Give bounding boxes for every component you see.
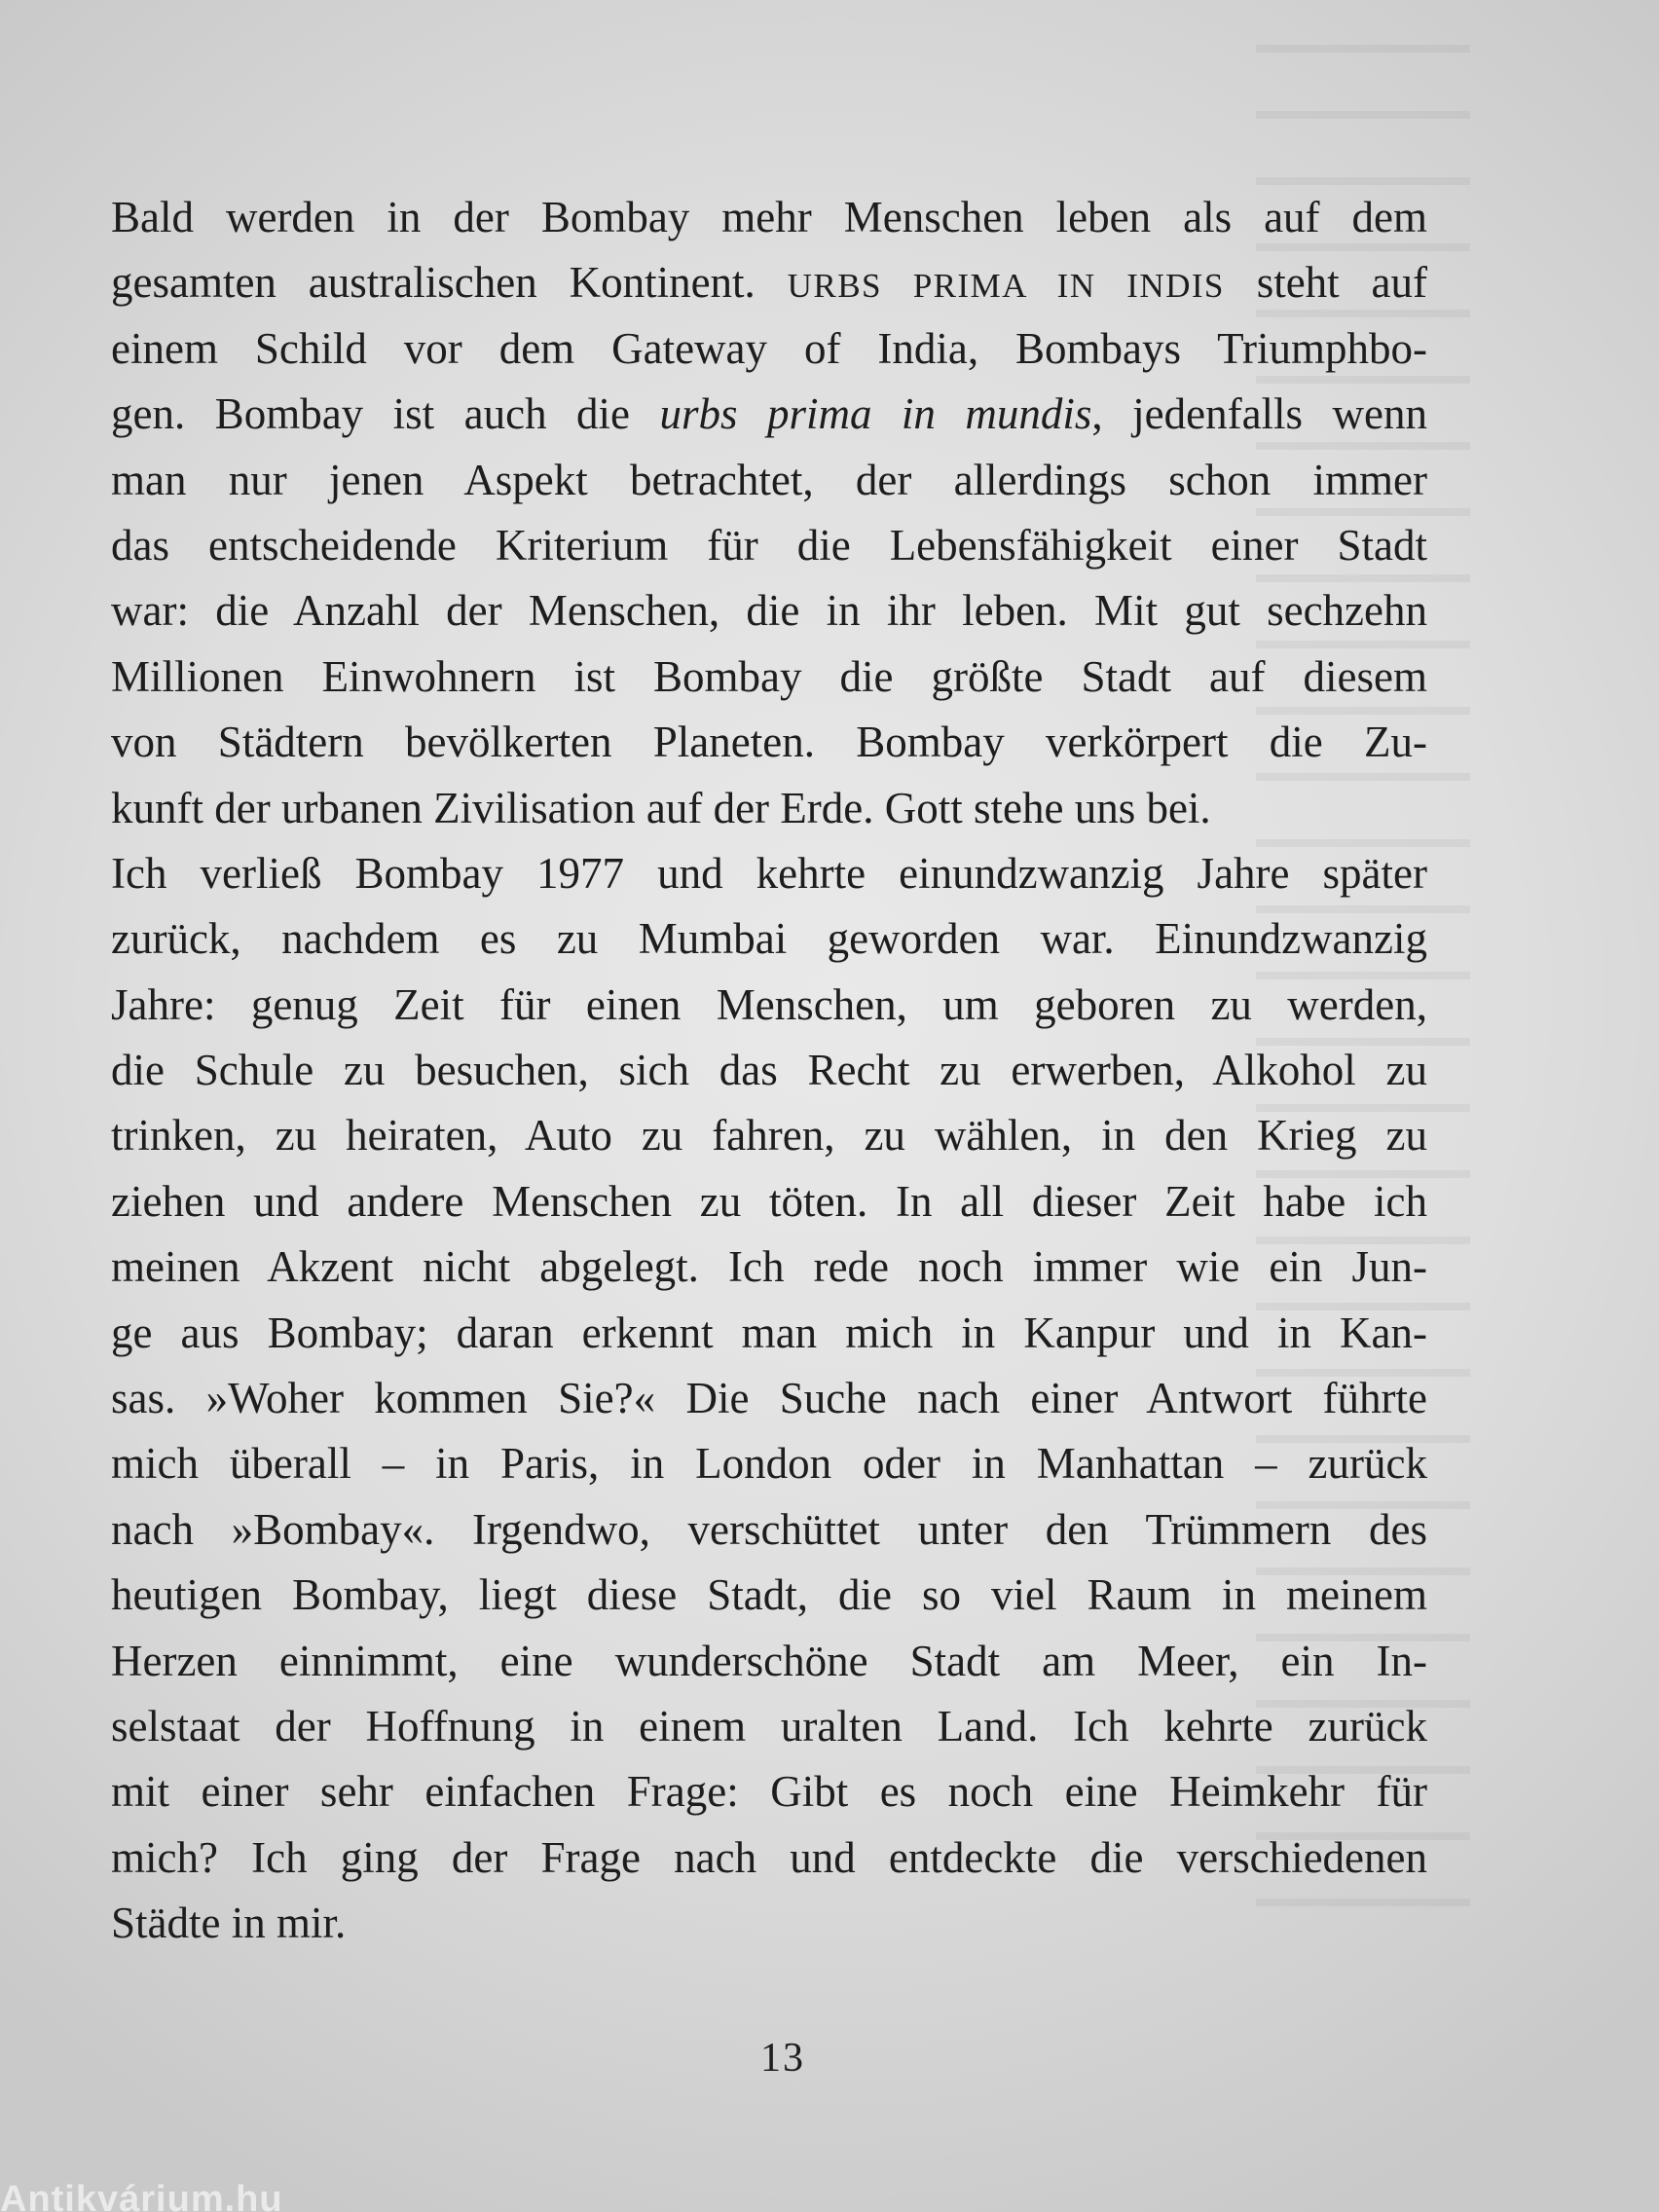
latin-motto-smallcaps: URBS PRIMA IN INDIS bbox=[787, 267, 1225, 306]
page-number: 13 bbox=[760, 2036, 805, 2081]
text-line-21: nach »Bombay«. Irgendwo, verschüttet unter den Trümmern des bbox=[111, 1504, 1427, 1554]
text-line-10: kunft der urbanen Zivilisation auf der Erde. Gott stehe uns bei. bbox=[111, 783, 1211, 832]
text-line-22: heutigen Bombay, liegt diese Stadt, die so viel Raum in meinem bbox=[111, 1570, 1427, 1620]
text-line-17: meinen Akzent nicht abgelegt. Ich rede noch immer wie ein Jun- bbox=[111, 1242, 1427, 1292]
text-line-15: trinken, zu heiraten, Auto zu fahren, zu wählen, in den Krieg zu bbox=[111, 1111, 1427, 1161]
text-line-25: mit einer sehr einfachen Frage: Gibt es noch eine Heimkehr für bbox=[111, 1767, 1427, 1817]
text-line-26: mich? Ich ging der Frage nach und entdeckte die verschiedenen bbox=[111, 1832, 1427, 1882]
text-line-11: Ich verließ Bombay 1977 und kehrte einundzwanzig Jahre später bbox=[111, 848, 1427, 898]
text-line-8: Millionen Einwohnern ist Bombay die größte Stadt auf diesem bbox=[111, 651, 1427, 701]
text-line-5: man nur jenen Aspekt betrachtet, der allerdings schon immer bbox=[111, 455, 1427, 504]
text-line-24: selstaat der Hoffnung in einem uralten Land. Ich kehrte zurück bbox=[111, 1701, 1427, 1751]
watermark-logo: Antikvárium.hu bbox=[0, 2179, 283, 2212]
text-line-27: Städte in mir. bbox=[111, 1899, 347, 1948]
text-line-12: zurück, nachdem es zu Mumbai geworden war. Einundzwanzig bbox=[111, 914, 1427, 964]
text-line-3: einem Schild vor dem Gateway of India, Bombays Triumphbo- bbox=[111, 323, 1427, 373]
text-line-20: mich überall – in Paris, in London oder in Manhattan – zurück bbox=[111, 1439, 1427, 1489]
text-line-9: von Städtern bevölkerten Planeten. Bombay verkörpert die Zu- bbox=[111, 718, 1427, 767]
text-line-6: das entscheidende Kriterium für die Lebensfähigkeit einer Stadt bbox=[111, 520, 1427, 570]
text-line-4: gen. Bombay ist auch die urbs prima in mundis, jedenfalls wenn bbox=[111, 389, 1427, 439]
text-line-13: Jahre: genug Zeit für einen Menschen, um geboren zu werden, bbox=[111, 979, 1427, 1029]
text-line-23: Herzen einnimmt, eine wunderschöne Stadt am Meer, ein In- bbox=[111, 1636, 1427, 1685]
text-line-7: war: die Anzahl der Menschen, die in ihr leben. Mit gut sechzehn bbox=[111, 586, 1427, 636]
body-text bbox=[111, 185, 1427, 1957]
text-line-2: gesamten australischen Kontinent. URBS PRIMA IN INDIS steht auf bbox=[111, 258, 1427, 308]
text-line-19: sas. »Woher kommen Sie?« Die Suche nach einer Antwort führte bbox=[111, 1374, 1427, 1423]
text-line-16: ziehen und andere Menschen zu töten. In all dieser Zeit habe ich bbox=[111, 1176, 1427, 1226]
text-line-18: ge aus Bombay; daran erkennt man mich in Kanpur und in Kan- bbox=[111, 1308, 1427, 1357]
text-line-1: Bald werden in der Bombay mehr Menschen leben als auf dem bbox=[111, 193, 1427, 241]
text-line-14: die Schule zu besuchen, sich das Recht zu erwerben, Alkohol zu bbox=[111, 1046, 1427, 1095]
latin-phrase-italic: urbs prima in mundis bbox=[659, 389, 1092, 439]
